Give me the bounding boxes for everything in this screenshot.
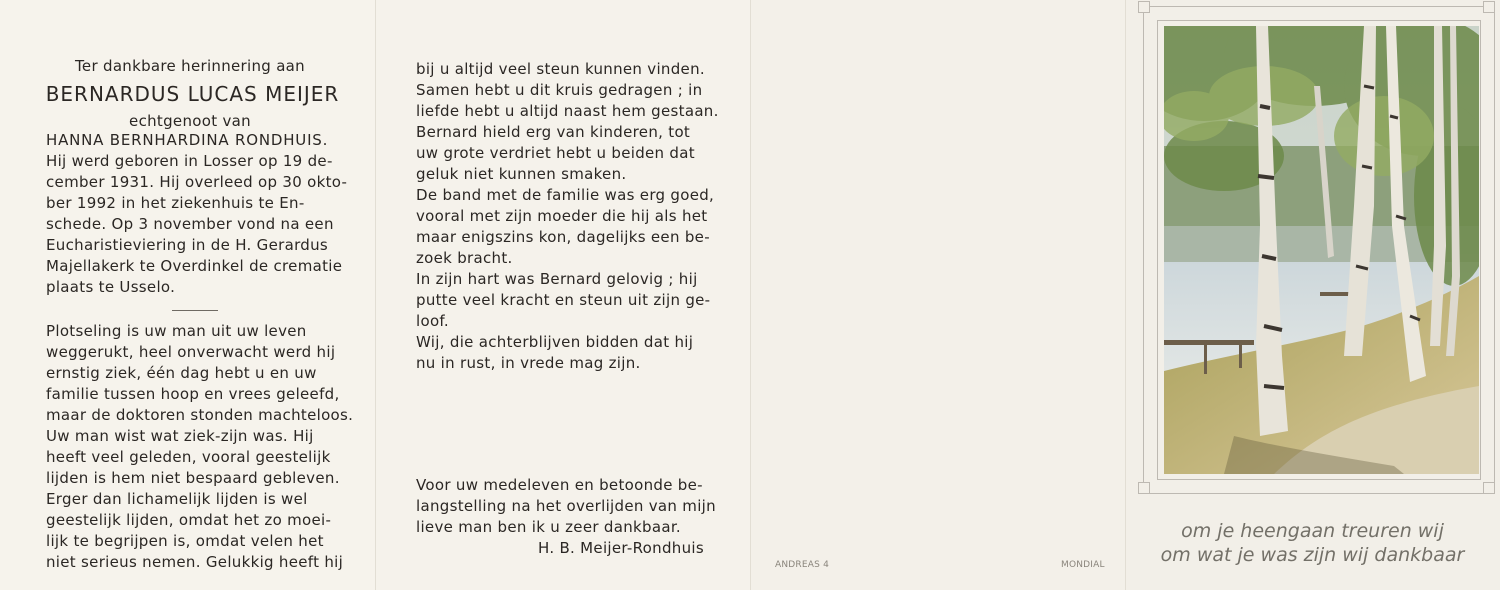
- biography-paragraph: [46, 151, 346, 298]
- frame-corner: [1138, 1, 1150, 13]
- text-line: vooral met zijn moeder die hij als het: [416, 207, 708, 225]
- text-line: maar de doktoren stonden machteloos.: [46, 406, 354, 424]
- text-line: Erger dan lichamelijk lijden is wel: [46, 490, 308, 508]
- text-line: putte veel kracht en steun uit zijn ge-: [416, 291, 711, 309]
- spouse-name: HANNA BERNHARDINA RONDHUIS.: [46, 131, 329, 149]
- caption-line-1: om je heengaan treuren wij: [1181, 520, 1444, 542]
- text-line: niet serieus nemen. Gelukkig heeft hij: [46, 553, 344, 571]
- frame-corner: [1483, 482, 1495, 494]
- signature: H. B. Meijer-Rondhuis: [538, 539, 704, 557]
- text-line: Bernard hield erg van kinderen, tot: [416, 123, 691, 141]
- text-line: familie tussen hoop en vrees geleefd,: [46, 385, 340, 403]
- dedication-intro: Ter dankbare herinnering aan: [75, 57, 305, 75]
- text-line: zoek bracht.: [416, 249, 513, 267]
- text-line: bij u altijd veel steun kunnen vinden.: [416, 60, 705, 78]
- text-line: geluk niet kunnen smaken.: [416, 165, 627, 183]
- frame-corner: [1138, 482, 1150, 494]
- frame-corner: [1483, 1, 1495, 13]
- text-line: In zijn hart was Bernard gelovig ; hij: [416, 270, 698, 288]
- deceased-name: BERNARDUS LUCAS MEIJER: [45, 82, 340, 106]
- text-line: heeft veel geleden, vooral geestelijk: [46, 448, 331, 466]
- text-line: lijden is hem niet bespaard gebleven.: [46, 469, 340, 487]
- memorial-text-continued: [416, 59, 719, 374]
- text-line: Wij, die achterblijven bidden dat hij: [416, 333, 694, 351]
- text-line: Uw man wist wat ziek-zijn was. Hij: [46, 427, 314, 445]
- blank-inside-panel: [750, 0, 1125, 590]
- text-line: langstelling na het overlijden van mijn: [416, 497, 716, 515]
- print-code-right: MONDIAL: [1061, 560, 1105, 570]
- text-line: Hij werd geboren in Losser op 19 de-: [46, 152, 333, 170]
- text-line: nu in rust, in vrede mag zijn.: [416, 354, 641, 372]
- photo-image: [1164, 26, 1479, 474]
- spouse-label: echtgenoot van: [129, 112, 251, 130]
- text-line: ber 1992 in het ziekenhuis te En-: [46, 194, 305, 212]
- fold-line: [1125, 0, 1126, 590]
- text-line: cember 1931. Hij overleed op 30 okto-: [46, 173, 348, 191]
- text-line: Samen hebt u dit kruis gedragen ; in: [416, 81, 703, 99]
- text-line: geestelijk lijden, omdat het zo moei-: [46, 511, 332, 529]
- text-line: weggerukt, heel onverwacht werd hij: [46, 343, 336, 361]
- text-line: schede. Op 3 november vond na een: [46, 215, 334, 233]
- fold-line: [750, 0, 751, 590]
- memorial-text-paragraph: [46, 321, 354, 573]
- thanks-paragraph: [416, 475, 716, 559]
- text-line: Majellakerk te Overdinkel de crematie: [46, 257, 343, 275]
- text-line: loof.: [416, 312, 449, 330]
- text-line: Plotseling is uw man uit uw leven: [46, 322, 307, 340]
- print-code-left: ANDREAS 4: [775, 560, 830, 570]
- text-line: lieve man ben ik u zeer dankbaar.: [416, 518, 681, 536]
- section-divider: [172, 310, 218, 311]
- text-line: Eucharistieviering in de H. Gerardus: [46, 236, 329, 254]
- caption-line-2: om wat je was zijn wij dankbaar: [1160, 544, 1465, 566]
- text-line: Voor uw medeleven en betoonde be-: [416, 476, 703, 494]
- text-line: maar enigszins kon, dagelijks een be-: [416, 228, 710, 246]
- birch-lake-photo: [1164, 26, 1479, 474]
- text-line: ernstig ziek, één dag hebt u en uw: [46, 364, 317, 382]
- text-line: De band met de familie was erg goed,: [416, 186, 715, 204]
- text-line: plaats te Usselo.: [46, 278, 176, 296]
- text-line: liefde hebt u altijd naast hem gestaan.: [416, 102, 719, 120]
- text-line: lijk te begrijpen is, omdat velen het: [46, 532, 324, 550]
- text-line: uw grote verdriet hebt u beiden dat: [416, 144, 695, 162]
